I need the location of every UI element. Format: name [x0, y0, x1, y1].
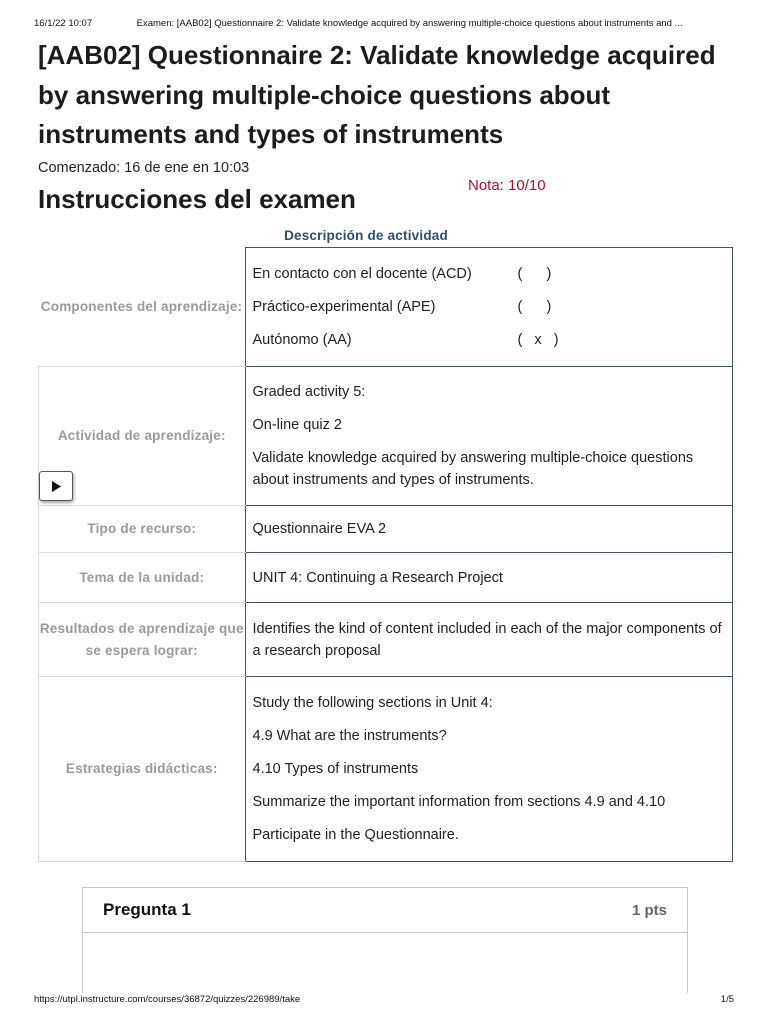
- print-header: [34, 18, 734, 29]
- strategy-line: Participate in the Questionnaire.: [252, 827, 459, 843]
- outcomes-value: Identifies the kind of content included in each of the major components of a research proposal: [245, 603, 733, 677]
- activity-value: [245, 367, 733, 506]
- activity-line: On-line quiz 2: [252, 417, 342, 433]
- strategy-line: 4.10 Types of instruments: [252, 761, 419, 777]
- table-row-unit: [39, 553, 733, 603]
- component-mark: ( ): [517, 266, 552, 282]
- print-url: https://utpl.instructure.com/courses/36872/quizzes/226989/take: [34, 994, 301, 1005]
- print-page-number: 1/5: [720, 994, 734, 1005]
- strategy-line: Summarize the important information from sections 4.9 and 4.10: [252, 794, 666, 810]
- outcomes-label: Resultados de aprendizaje que se espera lograr:: [39, 603, 246, 677]
- activity-label-cell: [39, 367, 246, 506]
- page-title: [AAB02] Questionnaire 2: Validate knowledge acquired by answering multiple-choice questions about instruments and types of instruments: [38, 40, 716, 149]
- section-title: Instrucciones del examen: [38, 184, 356, 214]
- table-row-strategies: [39, 677, 733, 862]
- table-caption: Descripción de actividad: [284, 228, 448, 243]
- table-row-activity: [39, 367, 733, 506]
- unit-label: Tema de la unidad:: [39, 553, 246, 603]
- question-card: [82, 887, 688, 993]
- question-title: Pregunta 1: [103, 900, 191, 919]
- components-label: Componentes del aprendizaje:: [39, 248, 246, 367]
- activity-line: Validate knowledge acquired by answering multiple-choice questions about instruments and types of instruments.: [252, 450, 694, 488]
- print-footer: [34, 994, 734, 1005]
- activity-label: Actividad de aprendizaje:: [57, 428, 226, 443]
- component-item: [253, 291, 725, 324]
- component-mark: ( x ): [517, 332, 559, 348]
- strategies-value: [245, 677, 733, 862]
- component-item: [253, 324, 725, 357]
- started-timestamp: Comenzado: 16 de ene en 10:03: [38, 160, 250, 176]
- play-icon: [51, 481, 61, 492]
- question-points: 1 pts: [631, 901, 667, 919]
- resource-label: Tipo de recurso:: [39, 506, 246, 553]
- print-doc-title: Examen: [AAB02] Questionnaire 2: Validate knowledge acquired by answering multiple-choice questions about instruments and ...: [136, 18, 683, 29]
- component-name: Práctico-experimental (APE): [252, 299, 436, 315]
- print-datetime: 16/1/22 10:07: [34, 18, 93, 29]
- component-mark: ( ): [517, 299, 552, 315]
- component-item: [253, 258, 725, 291]
- components-value: [245, 248, 733, 367]
- resource-value: Questionnaire EVA 2: [245, 506, 733, 553]
- table-row-components: [39, 248, 733, 367]
- instructions-table: [38, 247, 733, 862]
- table-row-resource: [39, 506, 733, 553]
- activity-line: Graded activity 5:: [252, 384, 366, 400]
- table-row-outcomes: [39, 603, 733, 677]
- strategy-line: Study the following sections in Unit 4:: [252, 695, 493, 711]
- play-button[interactable]: [39, 471, 73, 501]
- strategies-label: Estrategias didácticas:: [39, 677, 246, 862]
- strategy-line: 4.9 What are the instruments?: [252, 728, 447, 744]
- question-header: [83, 888, 687, 933]
- component-name: En contacto con el docente (ACD): [252, 266, 472, 282]
- component-name: Autónomo (AA): [252, 332, 352, 348]
- unit-value: UNIT 4: Continuing a Research Project: [245, 553, 733, 603]
- grade-label: Nota: 10/10: [468, 177, 546, 194]
